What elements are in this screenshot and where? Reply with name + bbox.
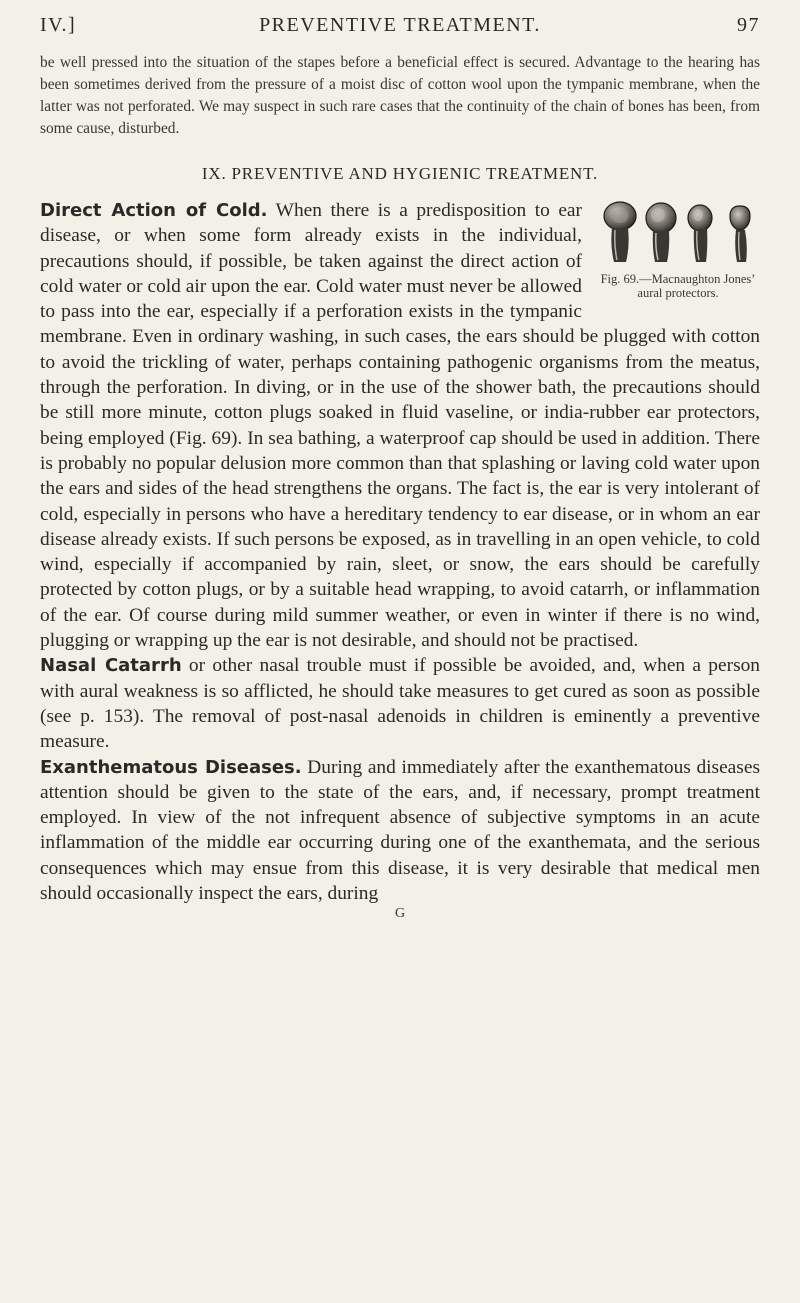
aural-protectors-illustration (598, 200, 758, 268)
figure-caption: Fig. 69.—Macnaughton Jones’ aural protectors. (600, 272, 756, 300)
paragraph-exanthematous (40, 755, 760, 907)
page-number: 97 (737, 14, 760, 36)
paragraph-text-exanthematous: During and immediately after the exanthematous diseases attention should be given to the state of the ears, and, if necessary, prompt treatment employed. In view of the not infrequent absence of subjective symptoms in an acute inflammation of the middle ear occurring during one of the exanthemata, and the serious consequences which may ensue from this disease, it is very desirable that medical men should occasionally inspect the ears, during (40, 756, 760, 905)
paragraph-text-cold: When there is a predisposition to ear disease, or when some form already exists in the individual, precautions should, if possible, be taken against the direct action of cold water or cold air upon the ear. Cold water must never be allowed to pass into the ear, especially if a perforation exists in the tympanic membrane. Even in ordinary washing, in such cases, the ears should be plugged with cotton to avoid the trickling of water, perhaps containing pathogenic organisms from the meatus, through the perforation. In diving, or in the use of the shower bath, the precautions should be still more minute, cotton plugs soaked in fluid vaseline, or india-rubber ear protectors, being employed (Fig. 69). In sea bathing, a waterproof cap should be used in addition. There is probably no popular delusion more common than that splashing or laving cold water upon the ears and sides of the head strengthens the organs. The fact is, the ear is very intolerant of cold, especially in persons who have a hereditary tendency to ear disease, or in whom an ear disease already exists. If such persons be exposed, as in travelling in an open vehicle, to cold wind, especially if accompanied by rain, sleet, or snow, the ears should be carefully protected by cotton plugs, or by a suitable head wrapping, to avoid catarrh, or inflammation of the ear. Of course during mild summer weather, or even in winter if there is no wind, plugging or wrapping up the ear is not desirable, and should not be practised. (40, 200, 760, 652)
figure-aural-protectors (596, 200, 760, 300)
protector-3 (688, 205, 712, 262)
chapter-number: IV.] (40, 14, 77, 36)
section-heading: IX. PREVENTIVE AND HYGIENIC TREATMENT. (201, 164, 599, 183)
paragraph-heading-nasal: Nasal Catarrh (40, 655, 182, 677)
paragraph-heading-cold: Direct Action of Cold. (40, 200, 268, 221)
running-title: PREVENTIVE TREATMENT. (259, 14, 541, 36)
signature-mark: G (394, 906, 406, 922)
paragraph-nasal (40, 653, 760, 754)
protector-2 (646, 203, 676, 262)
paragraph-cold (40, 198, 760, 653)
protector-1 (604, 202, 636, 262)
body-text (40, 198, 760, 906)
protector-4 (730, 206, 750, 262)
intro-paragraph: be well pressed into the situation of the stapes before a beneficial effect is secured. Advantage to the hearing has been sometimes derived from the pressure of a moist disc of cotton wool upon the tympanic membrane, when the latter was not perforated. We may suspect in such rare cases that the continuity of the chain of bones has been, from some cause, disturbed. (40, 54, 760, 137)
running-head (40, 14, 760, 40)
paragraph-heading-exanthematous: Exanthematous Diseases. (40, 756, 302, 778)
paragraph-text-nasal: or other nasal trouble must if possible be avoided, and, when a person with aural weakness is so afflicted, he should take measures to get cured as soon as possible (see p. 153). The removal of post-nasal adenoids in children is eminently a preventive measure. (40, 655, 761, 753)
